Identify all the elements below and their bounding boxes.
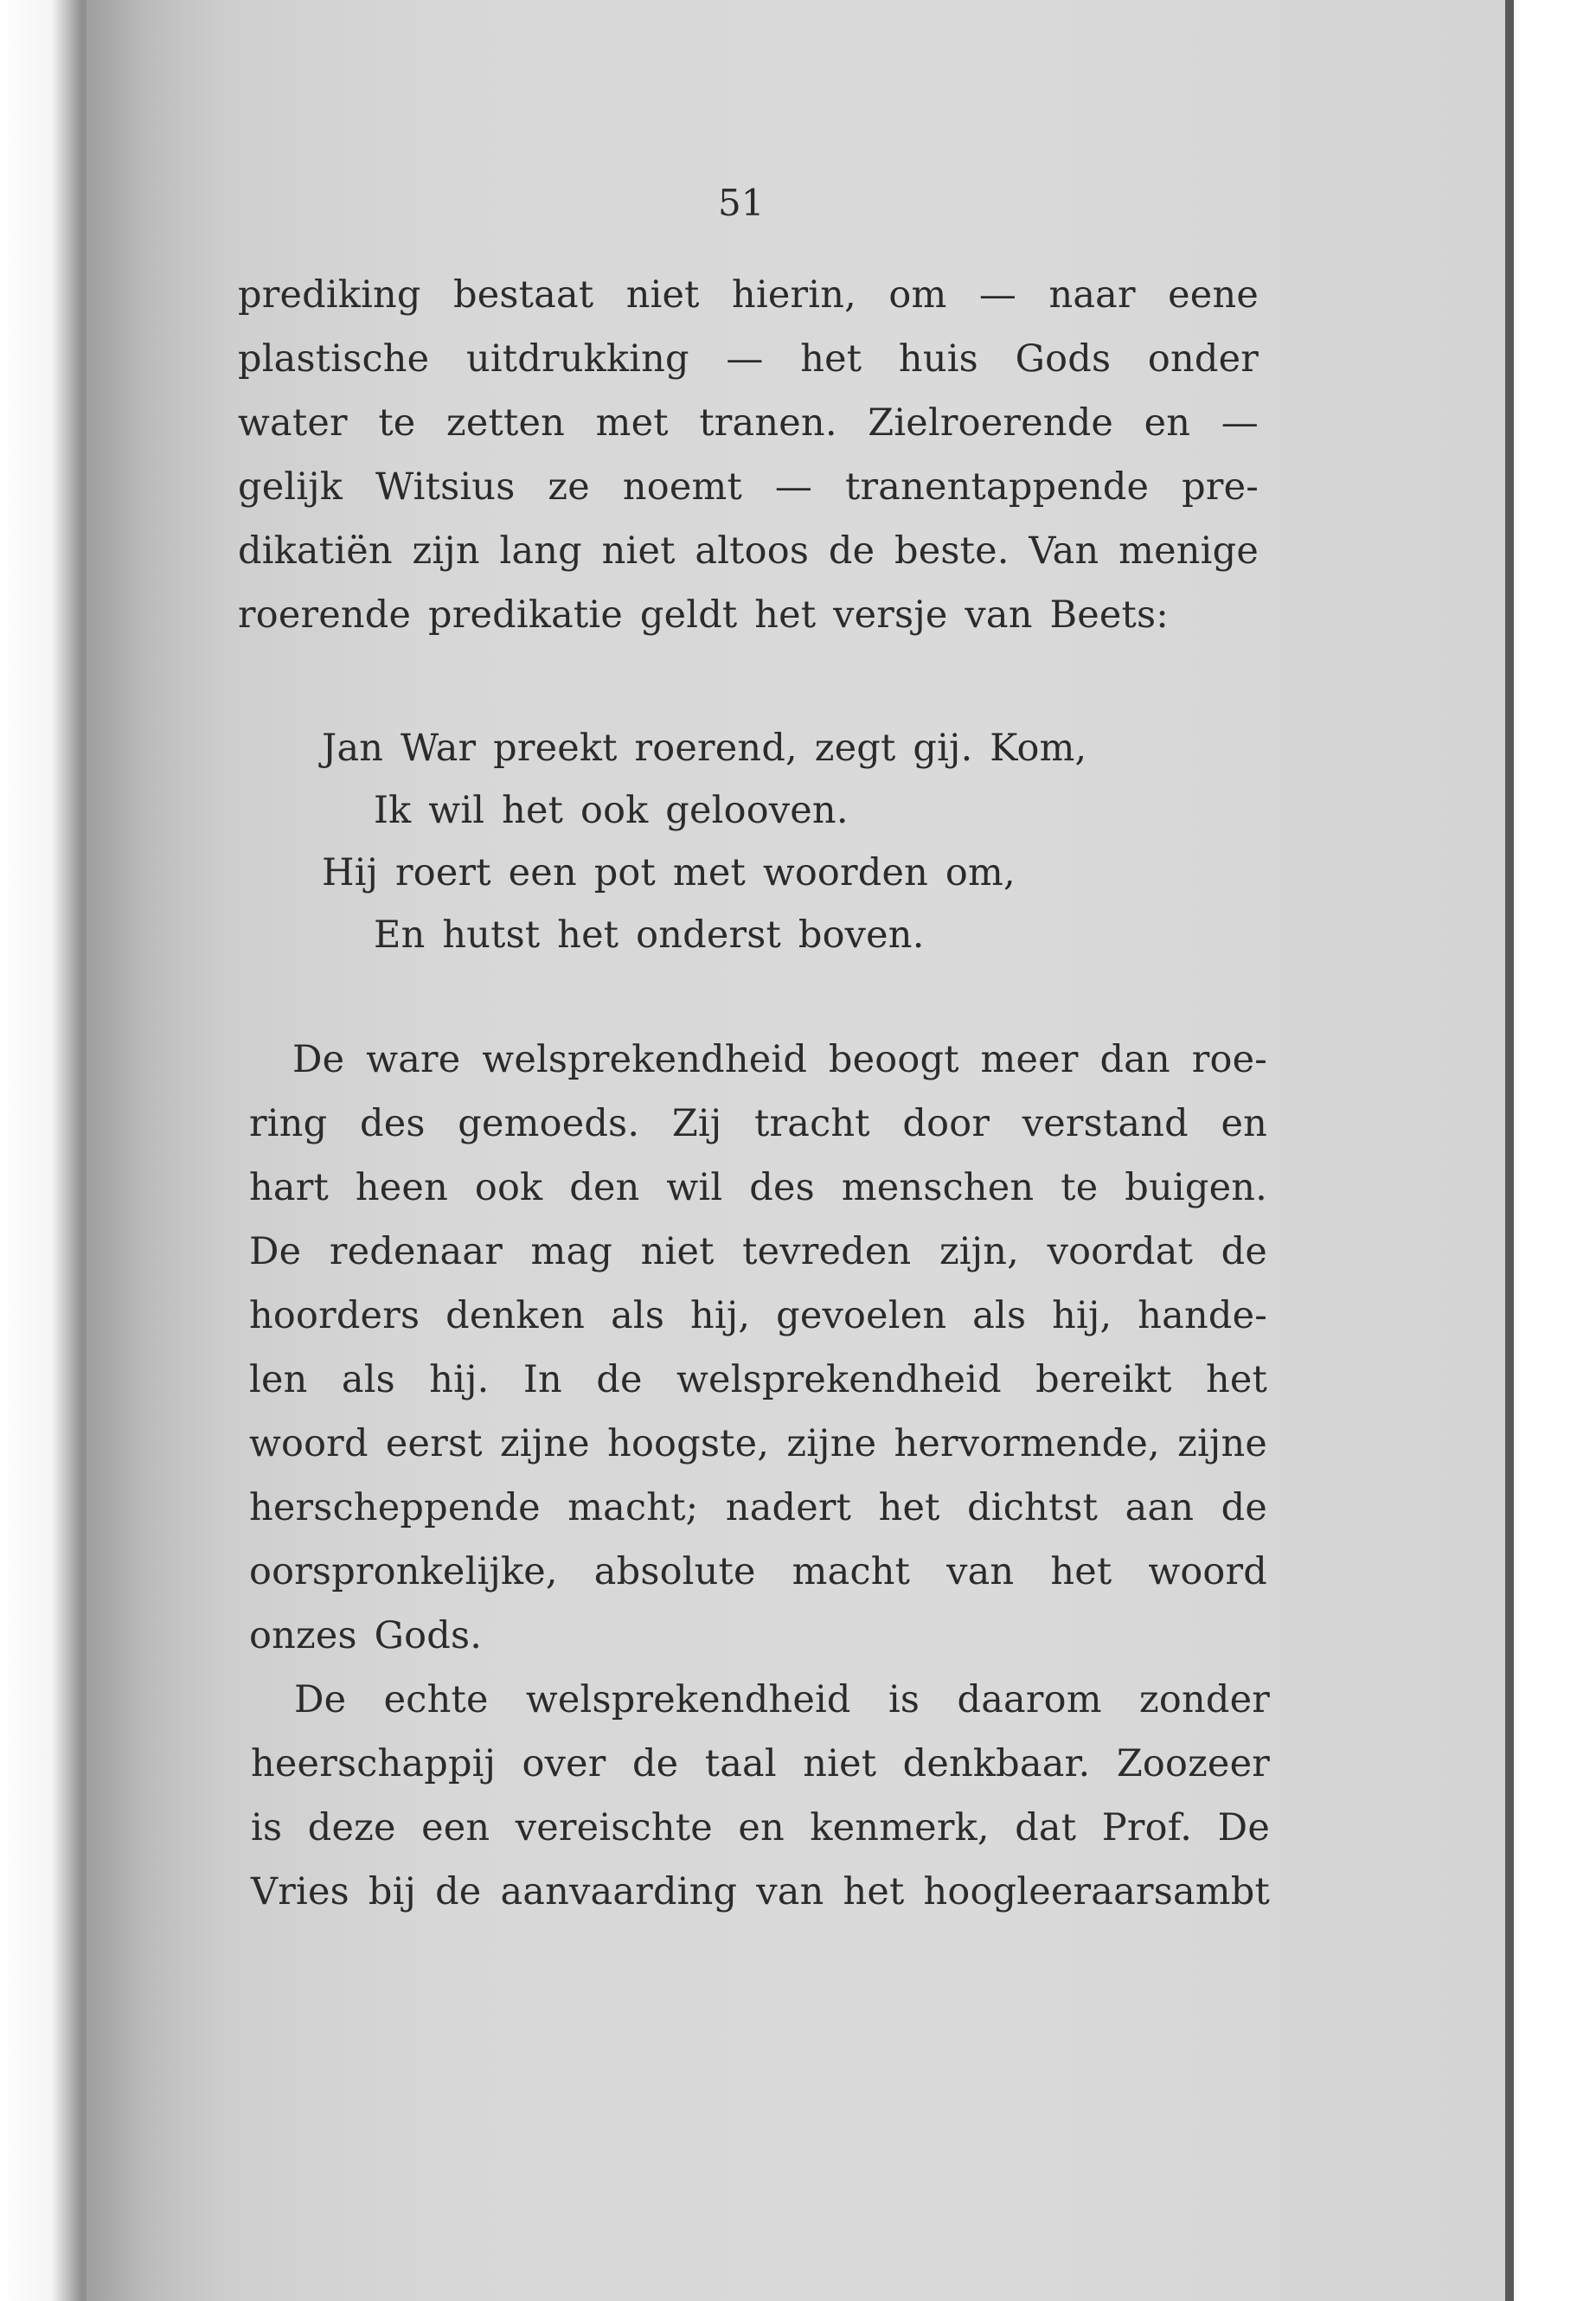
text-line: hart heen ook den wil des menschen te buigen. (249, 1166, 1267, 1209)
text-line: prediking bestaat niet hierin, om — naar eene (238, 273, 1259, 317)
text-line: plastische uitdrukking — het huis Gods onder (238, 337, 1259, 381)
page-number: 51 (718, 182, 765, 224)
text-line: ring des gemoeds. Zij tracht door verstand en (249, 1102, 1267, 1145)
text-line: onzes Gods. (249, 1614, 483, 1657)
text-line: hoorders denken als hij, gevoelen als hij, hande- (249, 1294, 1267, 1337)
text-line: De ware welsprekendheid beoogt meer dan roe- (292, 1038, 1267, 1081)
text-line: gelijk Witsius ze noemt — tranentappende pre- (238, 465, 1259, 509)
text-line: heerschappij over de taal niet denkbaar. Zoozeer (251, 1742, 1270, 1785)
text-line: herscheppende macht; nadert het dichtst aan de (249, 1486, 1267, 1529)
text-line: roerende predikatie geldt het versje van Beets: (238, 593, 1169, 637)
text-line: is deze een vereischte en kenmerk, dat Prof. De (251, 1806, 1270, 1849)
text-line: Vries bij de aanvaarding van het hoogleeraarsambt (251, 1870, 1270, 1913)
text-line: woord eerst zijne hoogste, zijne hervormende, zijne (249, 1422, 1267, 1465)
text-line: dikatiën zijn lang niet altoos de beste. Van menige (238, 529, 1259, 573)
text-line: water te zetten met tranen. Zielroerende en — (238, 401, 1259, 445)
text-line: De echte welsprekendheid is daarom zonder (294, 1678, 1270, 1721)
poem-line: Ik wil het ook gelooven. (374, 789, 849, 832)
poem-line: En hutst het onderst boven. (374, 913, 925, 957)
poem-line: Jan War preekt roerend, zegt gij. Kom, (322, 727, 1087, 770)
text-line: De redenaar mag niet tevreden zijn, voordat de (249, 1230, 1267, 1273)
page-edge (1505, 0, 1514, 2301)
scan-margin (1514, 0, 1596, 2301)
poem-line: Hij roert een pot met woorden om, (322, 851, 1016, 894)
text-line: len als hij. In de welsprekendheid bereikt het (249, 1358, 1267, 1401)
text-line: oorspronkelijke, absolute macht van het woord (249, 1550, 1267, 1593)
